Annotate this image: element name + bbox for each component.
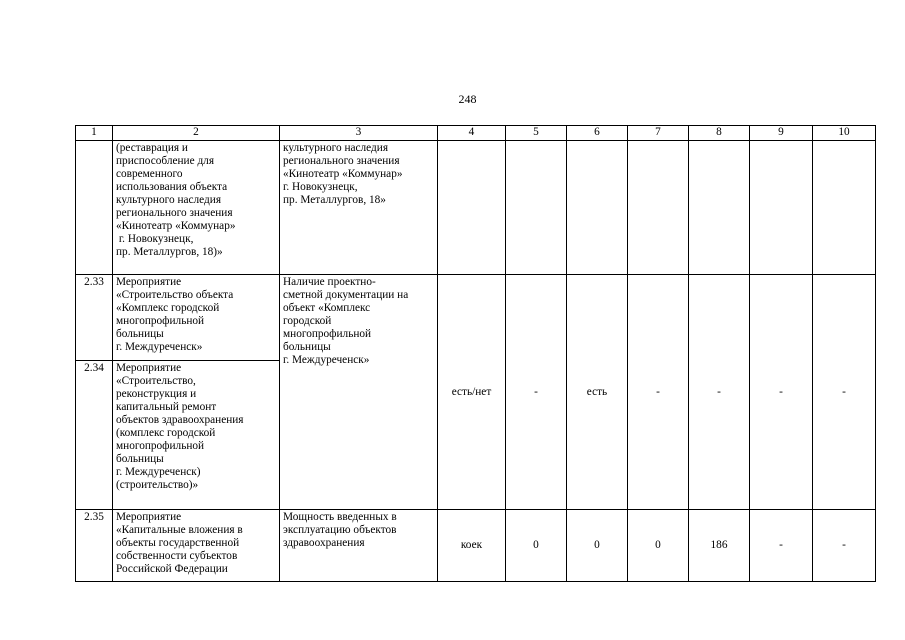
value-cell: - xyxy=(628,275,689,510)
value-cell: 0 xyxy=(567,510,628,582)
value-cell: есть xyxy=(567,275,628,510)
text-line: эксплуатацию объектов xyxy=(283,524,397,536)
text-line: Мероприятие xyxy=(116,511,182,523)
text-line: (реставрация и xyxy=(116,142,188,154)
text-line: многопрофильной xyxy=(283,328,372,340)
row-number-cell: 2.34 xyxy=(76,361,113,510)
text-line: современного xyxy=(116,168,183,180)
indicator-cell xyxy=(280,275,438,510)
value-cell: - xyxy=(506,275,567,510)
text-line: «Комплекс городской xyxy=(116,302,220,314)
measure-cell xyxy=(113,361,280,510)
text-line: (строительство)» xyxy=(116,479,199,491)
indicator-cell xyxy=(280,510,438,582)
text-line: объект «Комплекс xyxy=(283,302,371,314)
row-number-cell: 2.35 xyxy=(76,510,113,582)
text-line: г. Новокузнецк, xyxy=(116,233,194,245)
text-line: объектов здравоохранения xyxy=(116,414,244,426)
row-number-cell xyxy=(76,141,113,275)
unit-cell: есть/нет xyxy=(438,275,506,510)
value-cell xyxy=(567,141,628,275)
text-line: больницы xyxy=(116,328,164,340)
value-cell: - xyxy=(750,510,813,582)
text-line: «Кинотеатр «Коммунар» xyxy=(116,220,236,232)
unit-cell: коек xyxy=(438,510,506,582)
value-cell: 0 xyxy=(628,510,689,582)
header-cell: 6 xyxy=(567,126,628,141)
text-line: многопрофильной xyxy=(116,440,205,452)
header-cell: 4 xyxy=(438,126,506,141)
header-cell: 5 xyxy=(506,126,567,141)
text-line: сметной документации на xyxy=(283,289,409,301)
header-cell: 7 xyxy=(628,126,689,141)
value-cell: - xyxy=(689,275,750,510)
header-cell: 8 xyxy=(689,126,750,141)
measure-cell xyxy=(113,275,280,361)
text-line: больницы xyxy=(283,341,331,353)
header-cell: 9 xyxy=(750,126,813,141)
text-line: «Строительство объекта xyxy=(116,289,234,301)
table-row-2-35 xyxy=(76,510,876,582)
text-line: собственности субъектов xyxy=(116,550,238,562)
text-line: здравоохранения xyxy=(283,537,365,549)
text-line: объекты государственной xyxy=(116,537,240,549)
text-line: капитальный ремонт xyxy=(116,401,217,413)
indicators-table xyxy=(75,125,876,582)
value-cell xyxy=(813,141,876,275)
table-row-continued xyxy=(76,141,876,275)
text-line: приспособление для xyxy=(116,155,215,167)
header-row xyxy=(76,126,876,141)
value-cell: - xyxy=(813,275,876,510)
text-line: многопрофильной xyxy=(116,315,205,327)
measure-cell xyxy=(113,510,280,582)
page-number: 248 xyxy=(458,92,477,106)
text-line: г. Междуреченск» xyxy=(116,341,203,353)
measure-cell xyxy=(113,141,280,275)
text-line: г. Новокузнецк, xyxy=(283,181,358,193)
text-line: «Капитальные вложения в xyxy=(116,524,243,536)
text-line: г. Междуреченск) xyxy=(116,466,201,478)
text-line: культурного наследия xyxy=(116,194,222,206)
row-number-cell: 2.33 xyxy=(76,275,113,361)
text-line: пр. Металлургов, 18» xyxy=(283,194,386,206)
text-line: «Строительство, xyxy=(116,375,196,387)
text-line: регионального значения xyxy=(116,207,233,219)
value-cell: - xyxy=(750,275,813,510)
value-cell: 186 xyxy=(689,510,750,582)
table-row-2-33 xyxy=(76,275,876,361)
text-line: «Кинотеатр «Коммунар» xyxy=(283,168,403,180)
text-line: использования объекта xyxy=(116,181,228,193)
value-cell xyxy=(750,141,813,275)
text-line: городской xyxy=(283,315,332,327)
text-line: реконструкция и xyxy=(116,388,197,400)
text-line: Наличие проектно- xyxy=(283,276,376,288)
text-line: Мероприятие xyxy=(116,276,182,288)
header-cell: 2 xyxy=(113,126,280,141)
header-cell: 1 xyxy=(76,126,113,141)
text-line: Мощность введенных в xyxy=(283,511,397,523)
value-cell: 0 xyxy=(506,510,567,582)
value-cell xyxy=(689,141,750,275)
value-cell: - xyxy=(813,510,876,582)
text-line: пр. Металлургов, 18)» xyxy=(116,246,223,258)
text-line: Мероприятие xyxy=(116,362,182,374)
value-cell xyxy=(628,141,689,275)
text-line: регионального значения xyxy=(283,155,400,167)
text-line: больницы xyxy=(116,453,164,465)
header-cell: 3 xyxy=(280,126,438,141)
text-line: культурного наследия xyxy=(283,142,389,154)
indicator-cell xyxy=(280,141,438,275)
value-cell xyxy=(506,141,567,275)
text-line: (комплекс городской xyxy=(116,427,216,439)
header-cell: 10 xyxy=(813,126,876,141)
text-line: г. Междуреченск» xyxy=(283,354,370,366)
text-line: Российской Федерации xyxy=(116,563,228,575)
unit-cell xyxy=(438,141,506,275)
